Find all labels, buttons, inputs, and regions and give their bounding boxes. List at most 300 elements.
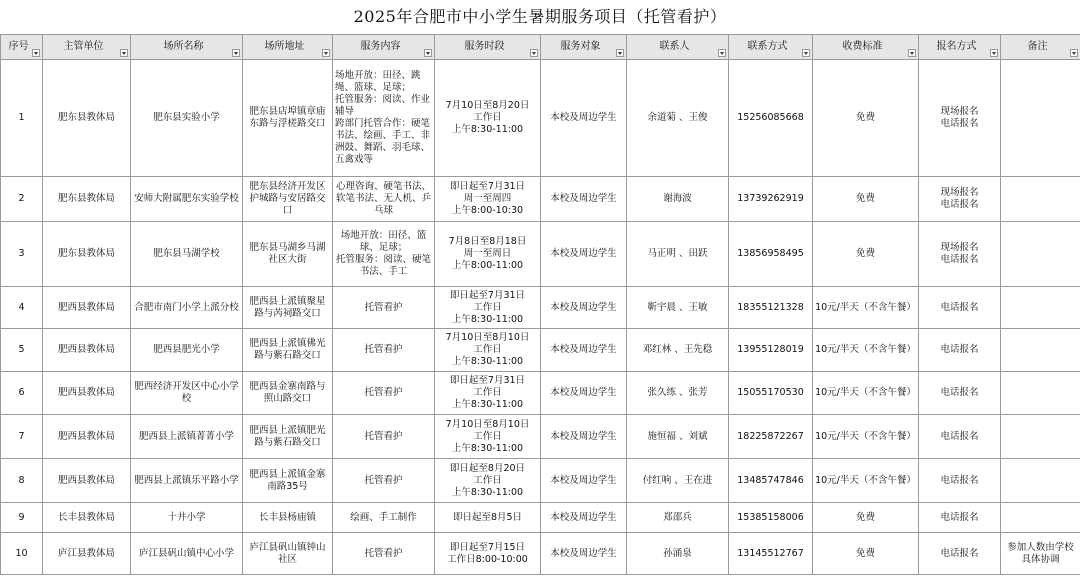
cell-text-line: 即日起至8月5日: [452, 511, 523, 523]
cell-text-line: 电话报名: [940, 511, 979, 523]
cell-text-line: 上午8:30-11:00: [451, 124, 524, 135]
cell-fee[interactable]: [813, 503, 919, 533]
cell-phone[interactable]: [729, 459, 813, 503]
cell-text-line: 托管服务：阅读、硬笔书法、手工: [335, 254, 431, 277]
cell-text: 13856958495: [737, 248, 804, 259]
cell-text: 肥西县上派镇聚星路与芮祠路交口: [249, 295, 326, 319]
cell-text: 肥西县上派镇金寨南路35号: [249, 468, 326, 492]
cell-text: 长丰县教体局: [57, 511, 115, 523]
filter-dropdown-icon[interactable]: [424, 49, 432, 57]
cell-venue[interactable]: [131, 372, 243, 415]
filter-dropdown-icon[interactable]: [1070, 49, 1078, 57]
cell-text: 13955128019: [737, 344, 804, 355]
column-header-phone: [729, 35, 813, 60]
cell-time[interactable]: [435, 533, 541, 575]
cell-text: 肥东县马湖乡马湖社区大街: [249, 242, 326, 265]
cell-text-line: 场地开放：田径、跳绳、篮球、足球；: [335, 70, 421, 93]
cell-text: 3: [18, 248, 25, 259]
cell-phone[interactable]: [729, 533, 813, 575]
cell-text: 肥东县马湖学校: [153, 248, 220, 259]
column-header-venue: [131, 35, 243, 60]
table-row: [1, 329, 1080, 372]
cell-text: 10元/半天（不含午餐）: [815, 430, 916, 442]
cell-text-line: 托管看护: [364, 387, 403, 398]
cell-text-line: 即日起至7月15日: [449, 541, 526, 553]
cell-signup[interactable]: [919, 503, 1001, 533]
filter-dropdown-icon[interactable]: [232, 49, 240, 57]
column-header-time: [435, 35, 541, 60]
cell-text: 庐江县矾山镇中心小学: [138, 547, 234, 559]
cell-text-line: 工作日8:00-10:00: [447, 553, 528, 565]
cell-text: 6: [18, 387, 25, 398]
cell-note[interactable]: [1001, 287, 1080, 329]
cell-seq[interactable]: [1, 222, 43, 287]
cell-seq[interactable]: [1, 329, 43, 372]
filter-dropdown-icon[interactable]: [32, 49, 40, 57]
cell-text: 免费: [855, 112, 875, 123]
cell-address[interactable]: [243, 503, 333, 533]
cell-contact[interactable]: [627, 177, 729, 222]
column-header-label: 服务对象: [560, 41, 601, 52]
cell-venue[interactable]: [131, 287, 243, 329]
cell-fee[interactable]: [813, 222, 919, 287]
cell-venue[interactable]: [131, 415, 243, 459]
cell-unit[interactable]: [43, 372, 131, 415]
cell-text-line: 托管看护: [364, 547, 403, 559]
cell-text-line: 电话报名: [940, 301, 979, 313]
cell-text: 肥西县教体局: [57, 344, 115, 355]
column-header-label: 序号: [8, 41, 29, 52]
cell-text-line: 工作日: [473, 112, 502, 123]
cell-seq[interactable]: [1, 415, 43, 459]
table-body: [1, 60, 1080, 575]
cell-text: 8: [18, 474, 25, 486]
cell-text: 本校及周边学生: [550, 112, 617, 123]
cell-note[interactable]: [1001, 60, 1080, 177]
table-row: [1, 372, 1080, 415]
cell-phone[interactable]: [729, 222, 813, 287]
column-header-label: 场所名称: [163, 41, 204, 52]
cell-text: 18355121328: [737, 301, 804, 313]
cell-text: 肥东县经济开发区护城路与安居路交口: [249, 181, 326, 216]
cell-text: 免费: [855, 511, 875, 523]
cell-text: 肥西县教体局: [57, 430, 115, 442]
cell-address[interactable]: [243, 60, 333, 177]
cell-text: 15055170530: [737, 387, 804, 398]
cell-address[interactable]: [243, 372, 333, 415]
cell-target[interactable]: [541, 222, 627, 287]
cell-target[interactable]: [541, 503, 627, 533]
column-header-unit: [43, 35, 131, 60]
cell-signup[interactable]: [919, 415, 1001, 459]
cell-signup[interactable]: [919, 372, 1001, 415]
cell-text: 郑邵兵: [663, 511, 692, 523]
cell-text-line: 电话报名: [940, 474, 979, 486]
cell-venue[interactable]: [131, 222, 243, 287]
column-header-label: 场所地址: [264, 41, 305, 52]
cell-text: 庐江县矾山镇钟山社区: [249, 541, 326, 565]
cell-content[interactable]: [333, 372, 435, 415]
cell-text: 10元/半天（不含午餐）: [815, 301, 916, 313]
sheet-title: 2025年合肥市中小学生暑期服务项目（托管看护）: [353, 7, 727, 26]
cell-text: 肥西县教体局: [57, 387, 115, 398]
cell-text: 本校及周边学生: [550, 344, 617, 355]
table-row: [1, 533, 1080, 575]
cell-text: 免费: [855, 248, 875, 259]
cell-fee[interactable]: [813, 60, 919, 177]
cell-note[interactable]: [1001, 503, 1080, 533]
cell-address[interactable]: [243, 287, 333, 329]
cell-text-line: 上午8:30-11:00: [451, 399, 524, 410]
cell-text-line: 电话报名: [940, 118, 979, 129]
cell-unit[interactable]: [43, 222, 131, 287]
cell-text-line: 托管看护: [364, 430, 403, 442]
cell-text: 肥东县教体局: [57, 193, 115, 204]
cell-fee[interactable]: [813, 533, 919, 575]
cell-contact[interactable]: [627, 60, 729, 177]
cell-text-line: 上午8:30-11:00: [451, 356, 524, 367]
cell-text: 肥东县教体局: [57, 112, 115, 123]
cell-note[interactable]: [1001, 372, 1080, 415]
cell-text: 9: [18, 511, 25, 523]
filter-dropdown-icon[interactable]: [718, 49, 726, 57]
cell-text: 10元/半天（不含午餐）: [815, 344, 916, 355]
cell-signup[interactable]: [919, 177, 1001, 222]
cell-address[interactable]: [243, 415, 333, 459]
cell-text-line: 现场报名: [940, 187, 979, 198]
cell-text-line: 上午8:30-11:00: [451, 486, 524, 498]
cell-text: 肥东县教体局: [57, 248, 115, 259]
table-row: [1, 177, 1080, 222]
cell-phone[interactable]: [729, 287, 813, 329]
cell-text: 2: [18, 193, 25, 204]
cell-signup[interactable]: [919, 222, 1001, 287]
cell-text: 谢海波: [663, 193, 692, 204]
cell-note[interactable]: [1001, 222, 1080, 287]
cell-time[interactable]: [435, 459, 541, 503]
cell-unit[interactable]: [43, 503, 131, 533]
cell-text-line: 心理咨询、硬笔书法、软笔书法、无人机、乒乓球: [335, 181, 431, 216]
column-header-label: 联系方式: [747, 41, 788, 52]
cell-text: 邓红林 、王先稳: [642, 344, 713, 355]
table-row: [1, 503, 1080, 533]
cell-text: 肥西县上派镇乐平路小学: [134, 474, 239, 486]
cell-text: 13739262919: [737, 193, 804, 204]
cell-text: 13145512767: [737, 547, 804, 559]
cell-text: 张久练 、张芳: [647, 387, 708, 398]
cell-unit[interactable]: [43, 287, 131, 329]
filter-dropdown-icon[interactable]: [908, 49, 916, 57]
cell-content[interactable]: [333, 177, 435, 222]
cell-text: 参加人数由学校具体协调: [1007, 541, 1074, 565]
cell-seq[interactable]: [1, 372, 43, 415]
column-header-note: [1001, 35, 1080, 60]
cell-unit[interactable]: [43, 177, 131, 222]
cell-text-line: 绘画、手工制作: [350, 511, 417, 523]
cell-venue[interactable]: [131, 533, 243, 575]
column-header-label: 服务时段: [464, 41, 505, 52]
cell-text-line: 工作日: [473, 387, 502, 398]
cell-text: 肥东县实验小学: [153, 112, 220, 123]
cell-content[interactable]: [333, 60, 435, 177]
column-header-target: [541, 35, 627, 60]
filter-dropdown-icon[interactable]: [120, 49, 128, 57]
cell-unit[interactable]: [43, 459, 131, 503]
cell-text: 1: [18, 112, 25, 123]
cell-target[interactable]: [541, 287, 627, 329]
cell-text-line: 电话报名: [940, 387, 979, 398]
cell-text: 7: [18, 430, 25, 442]
cell-text-line: 电话报名: [940, 547, 979, 559]
column-header-fee: [813, 35, 919, 60]
cell-time[interactable]: [435, 177, 541, 222]
cell-signup[interactable]: [919, 329, 1001, 372]
cell-text-line: 上午8:00-11:00: [451, 260, 524, 271]
cell-target[interactable]: [541, 459, 627, 503]
cell-venue[interactable]: [131, 459, 243, 503]
column-header-seq: [1, 35, 43, 60]
column-header-label: 报名方式: [936, 41, 977, 52]
filter-dropdown-icon[interactable]: [322, 49, 330, 57]
cell-content[interactable]: [333, 287, 435, 329]
cell-note[interactable]: [1001, 177, 1080, 222]
cell-venue[interactable]: [131, 503, 243, 533]
table-row: [1, 459, 1080, 503]
cell-fee[interactable]: [813, 287, 919, 329]
cell-text-line: 周一至周日: [463, 248, 512, 259]
cell-signup[interactable]: [919, 459, 1001, 503]
cell-unit[interactable]: [43, 329, 131, 372]
cell-target[interactable]: [541, 415, 627, 459]
cell-address[interactable]: [243, 177, 333, 222]
cell-phone[interactable]: [729, 372, 813, 415]
cell-text: 免费: [855, 547, 875, 559]
cell-text-line: 7月10日至8月20日: [445, 100, 530, 111]
cell-text-line: 托管服务：阅读、作业辅导: [335, 94, 431, 117]
cell-contact[interactable]: [627, 222, 729, 287]
cell-text-line: 7月8日至8月18日: [448, 236, 527, 247]
cell-seq[interactable]: [1, 533, 43, 575]
cell-text: 马正明 、田跃: [647, 248, 708, 259]
cell-text: 本校及周边学生: [550, 248, 617, 259]
cell-text: 肥西县教体局: [57, 474, 115, 486]
cell-text: 本校及周边学生: [550, 193, 617, 204]
header-row: [1, 35, 1080, 60]
cell-target[interactable]: [541, 177, 627, 222]
cell-text: 合肥市南门小学上派分校: [134, 301, 239, 313]
cell-text-line: 电话报名: [940, 199, 979, 210]
cell-text: 本校及周边学生: [550, 511, 617, 523]
column-header-content: [333, 35, 435, 60]
cell-text-line: 周一至周四: [463, 193, 512, 204]
cell-seq[interactable]: [1, 459, 43, 503]
cell-text: 十井小学: [167, 511, 206, 523]
cell-phone[interactable]: [729, 177, 813, 222]
cell-text-line: 工作日: [473, 474, 502, 486]
column-header-signup: [919, 35, 1001, 60]
cell-text-line: 即日起至7月31日: [449, 375, 526, 386]
cell-contact[interactable]: [627, 287, 729, 329]
cell-text-line: 工作日: [473, 301, 502, 313]
filter-dropdown-icon[interactable]: [802, 49, 810, 57]
cell-text-line: 即日起至7月31日: [449, 289, 526, 301]
cell-text-line: 7月10日至8月10日: [445, 332, 530, 343]
cell-fee[interactable]: [813, 329, 919, 372]
cell-signup[interactable]: [919, 533, 1001, 575]
cell-text: 免费: [855, 193, 875, 204]
cell-text: 10元/半天（不含午餐）: [815, 474, 916, 486]
cell-seq[interactable]: [1, 177, 43, 222]
column-header-address: [243, 35, 333, 60]
cell-text-line: 托管看护: [364, 301, 403, 313]
cell-note[interactable]: [1001, 415, 1080, 459]
cell-address[interactable]: [243, 459, 333, 503]
cell-text: 安师大附属肥东实验学校: [134, 193, 239, 204]
column-header-label: 收费标准: [842, 41, 883, 52]
table-row: [1, 60, 1080, 177]
cell-text: 10元/半天（不含午餐）: [815, 387, 916, 398]
cell-contact[interactable]: [627, 329, 729, 372]
cell-text-line: 跨部门托管合作：硬笔书法、绘画、手工、非洲鼓、舞蹈、羽毛球、五禽戏等: [335, 118, 431, 165]
cell-time[interactable]: [435, 372, 541, 415]
cell-phone[interactable]: [729, 329, 813, 372]
column-header-label: 联系人: [659, 41, 690, 52]
column-header-label: 服务内容: [360, 41, 401, 52]
cell-text: 肥西县上派镇肥光路与紫石路交口: [249, 424, 326, 448]
cell-fee[interactable]: [813, 459, 919, 503]
cell-text: 肥西县教体局: [57, 301, 115, 313]
filter-dropdown-icon[interactable]: [530, 49, 538, 57]
cell-time[interactable]: [435, 503, 541, 533]
table-row: [1, 287, 1080, 329]
cell-content[interactable]: [333, 329, 435, 372]
cell-target[interactable]: [541, 372, 627, 415]
cell-text: 付红响 、王在进: [642, 474, 713, 486]
cell-content[interactable]: [333, 222, 435, 287]
cell-seq[interactable]: [1, 60, 43, 177]
cell-address[interactable]: [243, 222, 333, 287]
cell-text-line: 即日起至7月31日: [449, 181, 526, 192]
cell-contact[interactable]: [627, 533, 729, 575]
cell-text: 13485747846: [737, 474, 804, 486]
cell-text: 4: [18, 301, 25, 313]
cell-contact[interactable]: [627, 459, 729, 503]
cell-text: 15256085668: [737, 112, 804, 123]
cell-time[interactable]: [435, 60, 541, 177]
cell-text: 本校及周边学生: [550, 430, 617, 442]
cell-fee[interactable]: [813, 177, 919, 222]
cell-text: 施恒福 、刘斌: [647, 430, 708, 442]
cell-text: 5: [18, 344, 25, 355]
cell-contact[interactable]: [627, 415, 729, 459]
cell-text: 余道菊 、王俊: [647, 112, 708, 123]
cell-text: 肥西县上派镇佛光路与紫石路交口: [249, 338, 326, 361]
column-header-label: 备注: [1027, 41, 1048, 52]
cell-text: 10: [15, 547, 28, 559]
cell-text: 肥西县金寨南路与照山路交口: [249, 381, 326, 404]
cell-note[interactable]: [1001, 329, 1080, 372]
cell-phone[interactable]: [729, 60, 813, 177]
cell-note[interactable]: [1001, 533, 1080, 575]
cell-text-line: 上午8:30-11:00: [451, 313, 524, 325]
cell-text-line: 托管看护: [364, 474, 403, 486]
cell-text-line: 现场报名: [940, 242, 979, 253]
cell-venue[interactable]: [131, 60, 243, 177]
cell-text: 本校及周边学生: [550, 301, 617, 313]
cell-signup[interactable]: [919, 60, 1001, 177]
cell-content[interactable]: [333, 503, 435, 533]
cell-seq[interactable]: [1, 503, 43, 533]
cell-contact[interactable]: [627, 372, 729, 415]
filter-dropdown-icon[interactable]: [616, 49, 624, 57]
cell-text: 肥西县肥光小学: [153, 344, 220, 355]
cell-text: 孙涌泉: [663, 547, 692, 559]
cell-text: 本校及周边学生: [550, 474, 617, 486]
cell-text-line: 上午8:30-11:00: [451, 442, 524, 454]
cell-time[interactable]: [435, 415, 541, 459]
cell-text: 18225872267: [737, 430, 804, 442]
cell-phone[interactable]: [729, 415, 813, 459]
cell-text-line: 电话报名: [940, 430, 979, 442]
cell-text: 15385158006: [737, 511, 804, 523]
cell-unit[interactable]: [43, 533, 131, 575]
cell-text-line: 工作日: [473, 430, 502, 442]
cell-signup[interactable]: [919, 287, 1001, 329]
cell-content[interactable]: [333, 533, 435, 575]
cell-seq[interactable]: [1, 287, 43, 329]
cell-time[interactable]: [435, 329, 541, 372]
cell-text: 本校及周边学生: [550, 387, 617, 398]
cell-content[interactable]: [333, 415, 435, 459]
cell-text-line: 现场报名: [940, 106, 979, 117]
cell-phone[interactable]: [729, 503, 813, 533]
cell-time[interactable]: [435, 287, 541, 329]
cell-address[interactable]: [243, 533, 333, 575]
filter-dropdown-icon[interactable]: [990, 49, 998, 57]
cell-venue[interactable]: [131, 329, 243, 372]
cell-fee[interactable]: [813, 415, 919, 459]
cell-fee[interactable]: [813, 372, 919, 415]
cell-text: 本校及周边学生: [550, 547, 617, 559]
cell-unit[interactable]: [43, 60, 131, 177]
cell-content[interactable]: [333, 459, 435, 503]
cell-text-line: 上午8:00-10:30: [451, 205, 524, 216]
cell-target[interactable]: [541, 60, 627, 177]
service-table: [0, 34, 1080, 575]
table-row: [1, 222, 1080, 287]
cell-text-line: 托管看护: [364, 344, 403, 355]
cell-text-line: 电话报名: [940, 254, 979, 265]
cell-address[interactable]: [243, 329, 333, 372]
cell-note[interactable]: [1001, 459, 1080, 503]
cell-time[interactable]: [435, 222, 541, 287]
cell-text-line: 工作日: [473, 344, 502, 355]
cell-unit[interactable]: [43, 415, 131, 459]
cell-text: 庐江县教体局: [57, 547, 115, 559]
cell-target[interactable]: [541, 533, 627, 575]
cell-text: 肥西县上派镇菁菁小学: [138, 430, 234, 442]
column-header-label: 主管单位: [63, 41, 104, 52]
cell-text-line: 电话报名: [940, 344, 979, 355]
cell-text-line: 即日起至8月20日: [449, 462, 526, 474]
column-header-contact: [627, 35, 729, 60]
cell-target[interactable]: [541, 329, 627, 372]
table-row: [1, 415, 1080, 459]
cell-venue[interactable]: [131, 177, 243, 222]
cell-text: 肥西经济开发区中心小学校: [134, 381, 239, 404]
cell-text: 靳宇晨 、王敏: [647, 301, 708, 313]
cell-contact[interactable]: [627, 503, 729, 533]
